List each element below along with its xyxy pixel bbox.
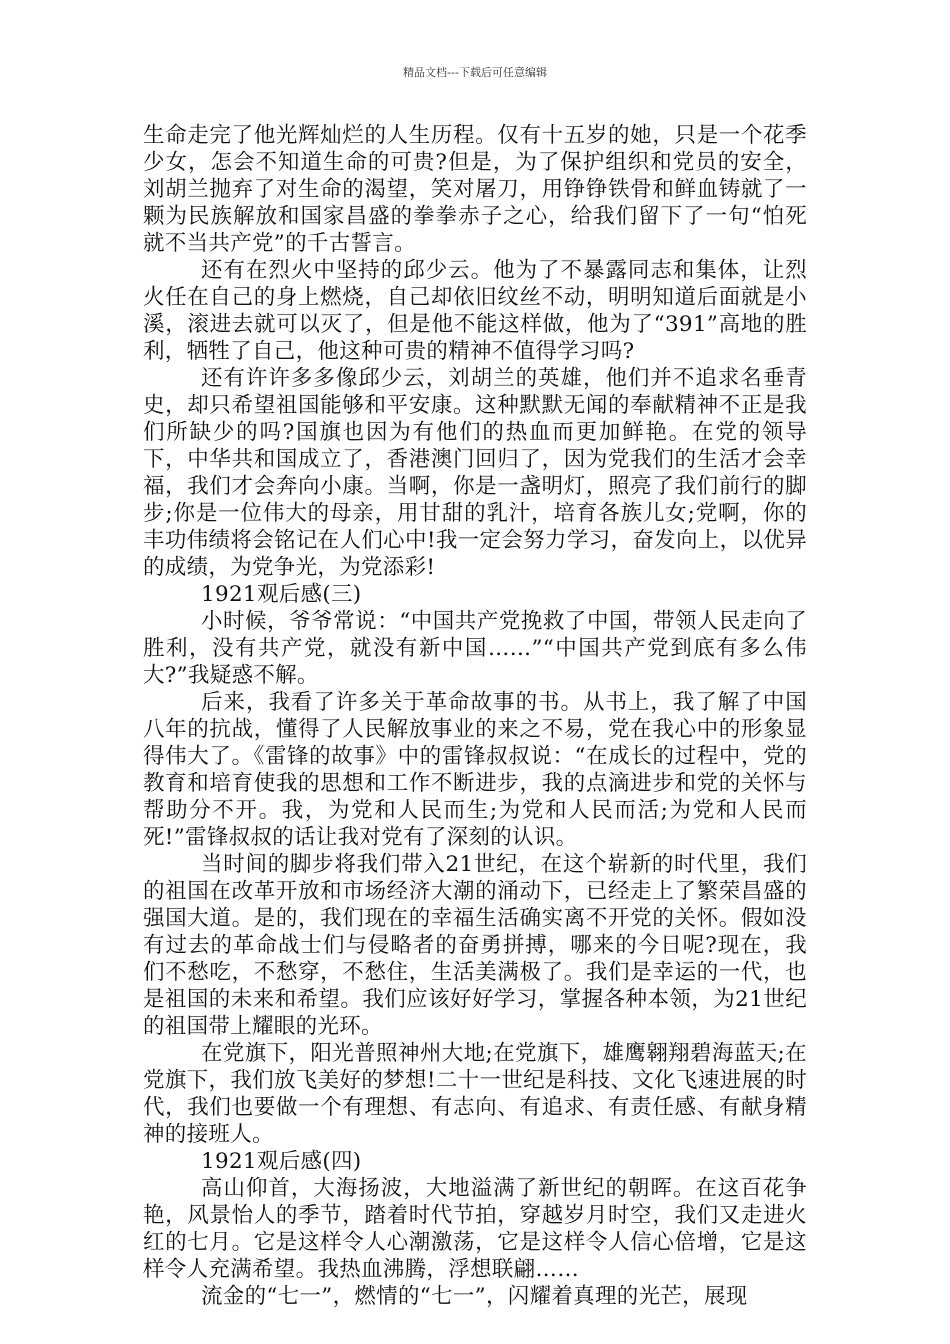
paragraph: 高山仰首，大海扬波，大地溢满了新世纪的朝晖。在这百花争艳，风景怡人的季节，踏着时代节拍，穿越岁月时空，我们又走进火红的七月。它是这样令人心潮激荡，它是这样令人信心倍增，它是这样令人充满希望。我热血沸腾，浮想联翩…… xyxy=(143,1176,807,1282)
section-heading: 1921观后感(四) xyxy=(201,1149,362,1174)
paragraph: 当时间的脚步将我们带入21世纪，在这个崭新的时代里，我们的祖国在改革开放和市场经济大潮的涌动下，已经走上了繁荣昌盛的强国大道。是的，我们现在的幸福生活确实离不开党的关怀。假如没有过去的革命战士们与侵略者的奋勇拼搏，哪来的今日呢?现在，我们不愁吃，不愁穿，不愁住，生活美满极了。我们是幸运的一代，也是祖国的未来和希望。我们应该好好学习，掌握各种本领，为21世纪的祖国带上耀眼的光环。 xyxy=(143,852,807,1039)
paragraph: 流金的“七一”，燃情的“七一”，闪耀着真理的光芒，展现 xyxy=(201,1284,748,1309)
document-body xyxy=(143,122,807,1310)
paragraph: 还有在烈火中坚持的邱少云。他为了不暴露同志和集体，让烈火任在自己的身上燃烧，自己却依旧纹丝不动，明明知道后面就是小溪，滚进去就可以灭了，但是他不能这样做，他为了“391”高地的胜利，牺牲了自己，他这种可贵的精神不值得学习吗? xyxy=(143,258,807,364)
paragraph: 小时候，爷爷常说：“中国共产党挽救了中国，带领人民走向了胜利，没有共产党，就没有新中国……”“中国共产党到底有多么伟大?”我疑惑不解。 xyxy=(143,609,807,688)
paragraph: 还有许许多多像邱少云，刘胡兰的英雄，他们并不追求名垂青史，却只希望祖国能够和平安康。这种默默无闻的奉献精神不正是我们所缺少的吗?国旗也因为有他们的热血而更加鲜艳。在党的领导下，中华共和国成立了，香港澳门回归了，因为党我们的生活才会幸福，我们才会奔向小康。当啊，你是一盏明灯，照亮了我们前行的脚步;你是一位伟大的母亲，用甘甜的乳汁，培育各族儿女;党啊，你的丰功伟绩将会铭记在人们心中!我一定会努力学习，奋发向上，以优异的成绩，为党争光，为党添彩! xyxy=(143,366,807,580)
paragraph: 生命走完了他光辉灿烂的人生历程。仅有十五岁的她，只是一个花季少女，怎会不知道生命的可贵?但是，为了保护组织和党员的安全，刘胡兰抛弃了对生命的渴望，笑对屠刀，用铮铮铁骨和鲜血铸就了一颗为民族解放和国家昌盛的拳拳赤子之心，给我们留下了一句“怕死就不当共产党”的千古誓言。 xyxy=(143,123,807,256)
page-header: 精品文档---下载后可任意编辑 xyxy=(403,66,547,79)
paragraph: 后来，我看了许多关于革命故事的书。从书上，我了解了中国八年的抗战，懂得了人民解放事业的来之不易，党在我心中的形象显得伟大了。《雷锋的故事》中的雷锋叔叔说：“在成长的过程中，党的教育和培育使我的思想和工作不断进步，我的点滴进步和党的关怀与帮助分不开。我，为党和人民而生;为党和人民而活;为党和人民而死!”雷锋叔叔的话让我对党有了深刻的认识。 xyxy=(143,690,807,850)
paragraph: 在党旗下，阳光普照神州大地;在党旗下，雄鹰翱翔碧海蓝天;在党旗下，我们放飞美好的梦想!二十一世纪是科技、文化飞速进展的时代，我们也要做一个有理想、有志向、有追求、有责任感、有献身精神的接班人。 xyxy=(143,1041,807,1147)
section-heading: 1921观后感(三) xyxy=(201,582,362,607)
